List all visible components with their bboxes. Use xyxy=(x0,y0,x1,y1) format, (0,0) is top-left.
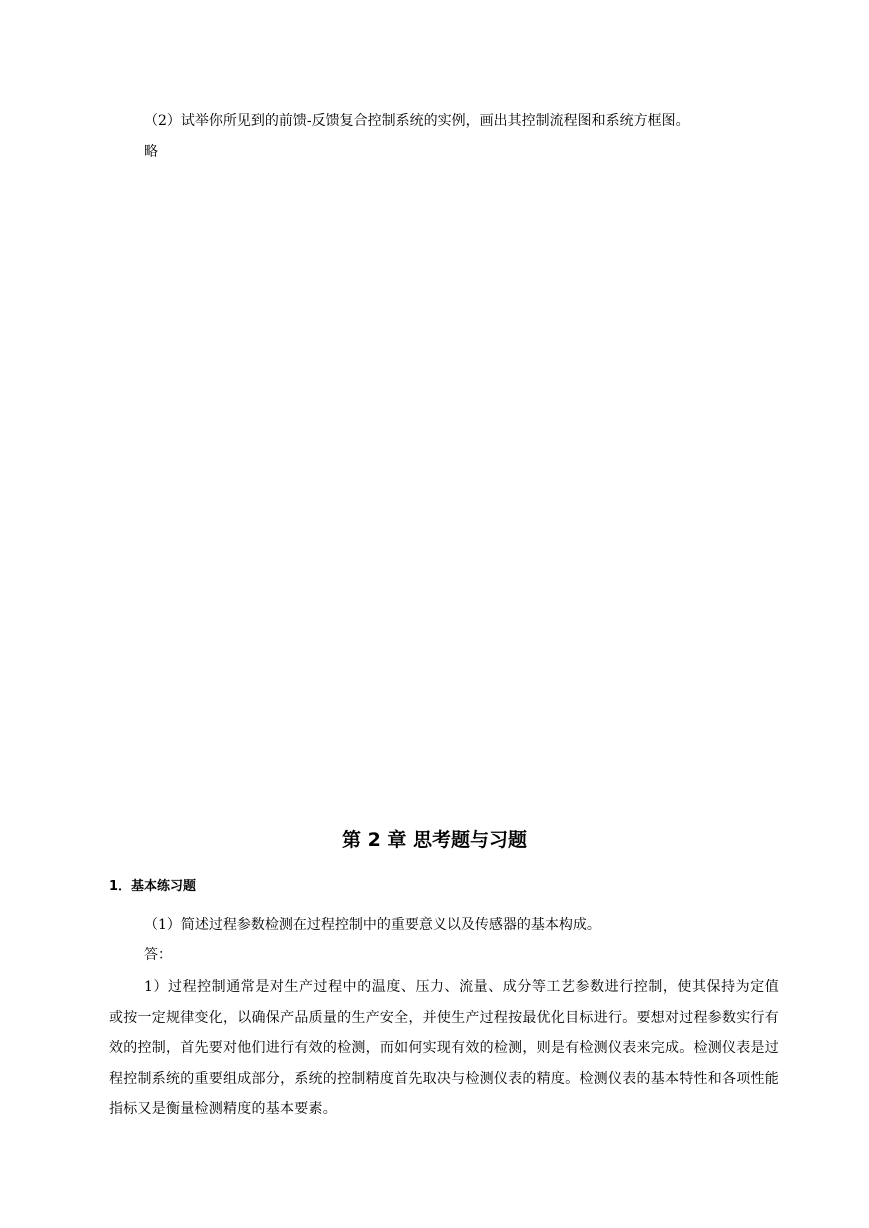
question-1-text: （1）简述过程参数检测在过程控制中的重要意义以及传感器的基本构成。 xyxy=(144,917,601,933)
section-heading: 1．基本练习题 xyxy=(109,879,197,894)
answer-2-text: 略 xyxy=(144,144,158,160)
chapter-title: 第 2 章 思考题与习题 xyxy=(341,829,528,851)
answer-label: 答： xyxy=(144,947,172,963)
answer-body-paragraph: 1）过程控制通常是对生产过程中的温度、压力、流量、成分等工艺参数进行控制，使其保持为定值或按一定规律变化，以确保产品质量的生产安全，并使生产过程按最优化目标进行。要想对过程参数实行有效的控制，首先要对他们进行有效的检测，而如何实现有效的检测，则是有检测仪表来完成。检测仪表是过程控制系统的重要组成部分，系统的控制精度首先取决与检测仪表的精度。检测仪表的基本特性和各项性能指标又是衡量检测精度的基本要素。 xyxy=(109,979,779,1117)
question-2-text: （2）试举你所见到的前馈-反馈复合控制系统的实例，画出其控制流程图和系统方框图。 xyxy=(144,113,690,129)
